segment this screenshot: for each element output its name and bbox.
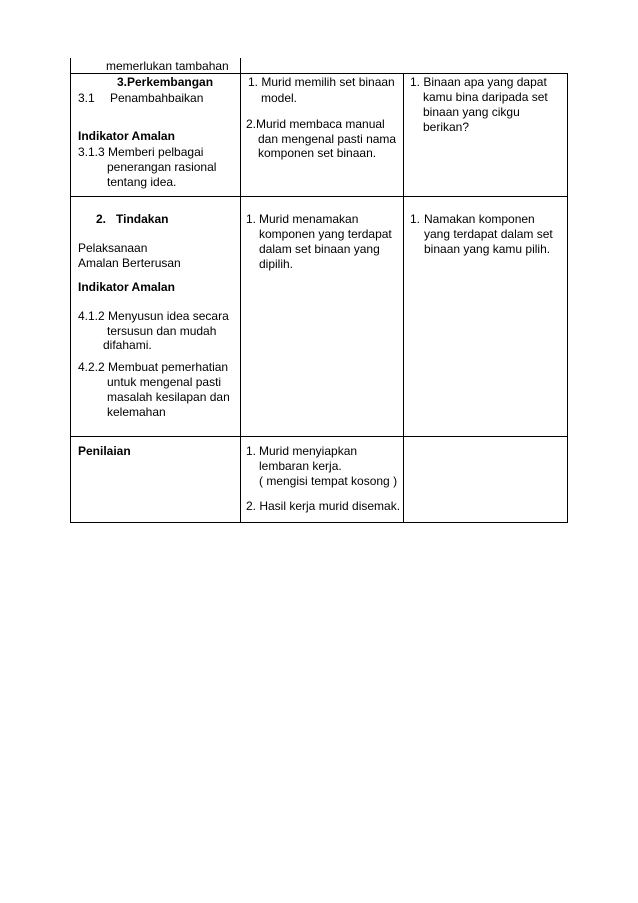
activity-line: komponen set binaan. (258, 146, 377, 160)
indikator-line: penerangan rasional (107, 160, 217, 174)
question-line: 1. Binaan apa yang dapat (410, 75, 547, 89)
activity-line: 1. Murid memilih set binaan (248, 75, 395, 89)
item-number: 3.1 (78, 91, 95, 105)
question-number: 1. (410, 212, 421, 226)
item-text: Penambahbaikan (110, 91, 204, 105)
indikator-line: untuk mengenal pasti (107, 375, 222, 389)
row0-col1-text: memerlukan tambahan (106, 59, 229, 73)
indikator-amalan-label: Indikator Amalan (78, 280, 175, 294)
section-heading-tindakan: Tindakan (116, 212, 169, 226)
assessment-number: 1. (246, 444, 257, 458)
activity-line: komponen yang terdapat (259, 227, 392, 241)
indikator-line: difahami. (103, 338, 152, 352)
assessment-line: Murid menyiapkan (259, 444, 358, 458)
indikator-amalan-label: Indikator Amalan (78, 129, 175, 143)
activity-line: Murid menamakan (259, 212, 359, 226)
indikator-line: 3.1.3 Memberi pelbagai (78, 145, 204, 159)
table-line-col2-right (403, 73, 404, 523)
table-line-row1-bottom (70, 196, 568, 197)
assessment-line: 2. Hasil kerja murid disemak. (246, 499, 401, 513)
activity-line: dalam set binaan yang (259, 242, 380, 256)
table-line-row2-bottom (70, 436, 568, 437)
activity-line: dan mengenal pasti nama (258, 132, 397, 146)
question-line: kamu bina daripada set (423, 90, 548, 104)
table-line-right (567, 73, 568, 523)
question-line: yang terdapat dalam set (424, 227, 553, 241)
table-line-col1-right (240, 58, 241, 523)
section-heading-number: 2. (96, 212, 107, 226)
penilaian-label: Penilaian (78, 444, 131, 458)
table-line-bottom (70, 522, 568, 523)
pelaksanaan-text: Pelaksanaan (78, 241, 148, 255)
question-line: binaan yang cikgu (423, 105, 520, 119)
indikator-line: 4.1.2 Menyusun idea secara (78, 309, 229, 323)
indikator-line: masalah kesilapan dan (107, 390, 230, 404)
assessment-line: ( mengisi tempat kosong ) (259, 474, 398, 488)
question-line: Namakan komponen (424, 212, 535, 226)
question-line: berikan? (423, 120, 470, 134)
question-line: binaan yang kamu pilih. (424, 242, 551, 256)
section-heading-perkembangan: 3.Perkembangan (117, 75, 214, 89)
assessment-line: lembaran kerja. (259, 459, 342, 473)
indikator-line: 4.2.2 Membuat pemerhatian (78, 360, 229, 374)
activity-line: model. (261, 91, 298, 105)
activity-number: 1. (246, 212, 257, 226)
amalan-text: Amalan Berterusan (78, 256, 181, 270)
activity-line: 2.Murid membaca manual (246, 117, 385, 131)
indikator-line: kelemahan (107, 405, 166, 419)
table-line-left (70, 58, 71, 523)
indikator-line: tersusun dan mudah (107, 324, 217, 338)
activity-line: dipilih. (259, 257, 294, 271)
indikator-line: tentang idea. (107, 175, 177, 189)
